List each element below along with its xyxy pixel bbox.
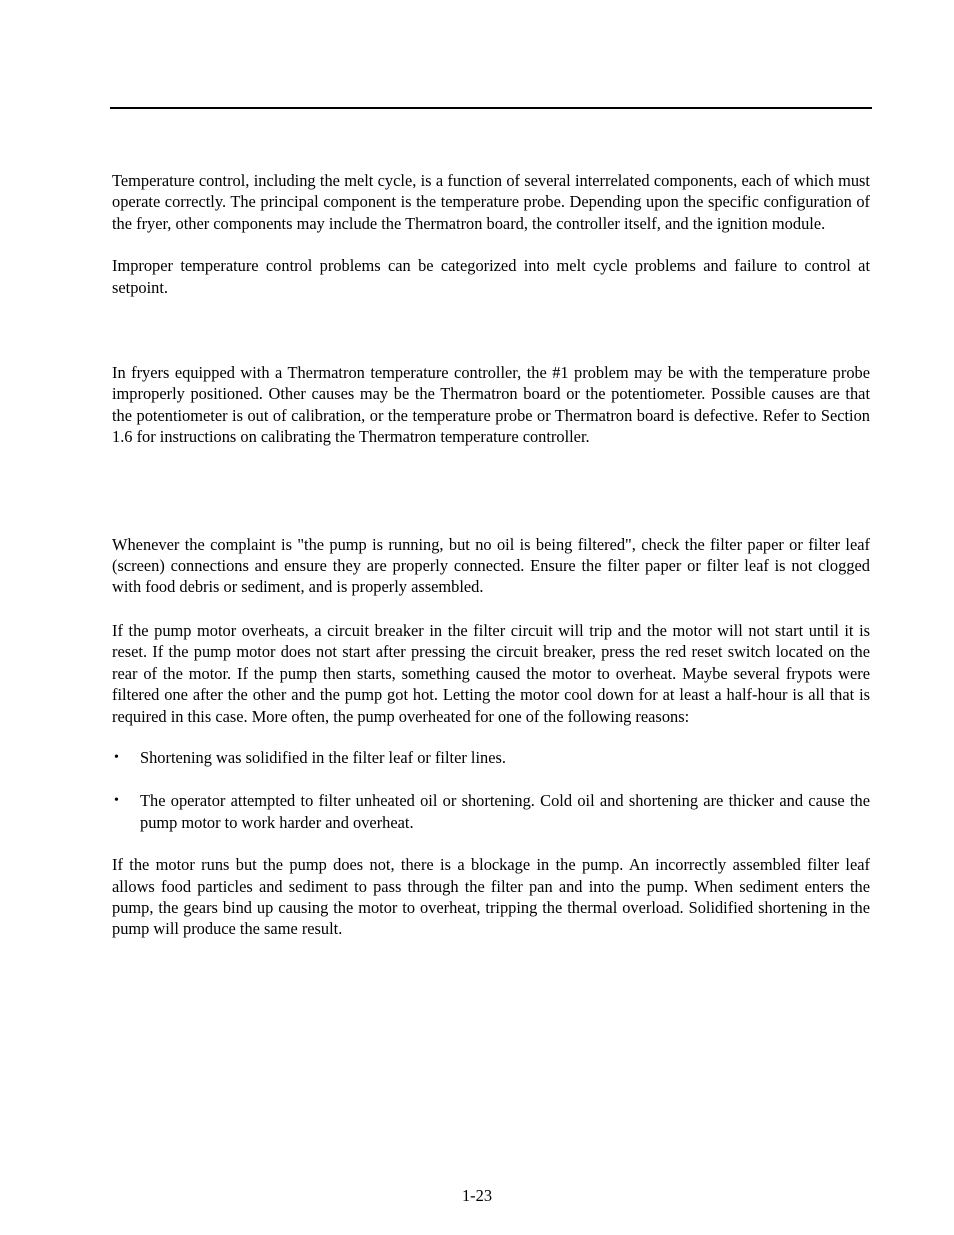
- paragraph-improper-control: Improper temperature control problems can be categorized into melt cycle problems and failure to control at setpoint.: [112, 256, 870, 297]
- paragraph-motor-runs: If the motor runs but the pump does not, there is a blockage in the pump. An incorrectly assembled filter leaf allows food particles and sediment to pass through the filter pan and into the pump. When sediment enters the pump, the gears bind up causing the motor to overheat, tripping the thermal overload. Solidified shortening in the pump will produce the same result.: [112, 855, 870, 939]
- list-item-text: The operator attempted to filter unheated oil or shortening. Cold oil and shortening are thicker and cause the pump motor to work harder and overheat.: [140, 791, 870, 832]
- page-number: 1-23: [461, 1186, 493, 1205]
- paragraph-thermatron: In fryers equipped with a Thermatron temperature controller, the #1 problem may be with the temperature probe improperly positioned. Other causes may be the Thermatron board or the potentiometer. Possible causes are that the potentiometer is out of calibration, or the temperature probe or Thermatron board is defective. Refer to Section 1.6 for instructions on calibrating the Thermatron temperature controller.: [112, 363, 870, 447]
- paragraph-pump-running: Whenever the complaint is "the pump is running, but no oil is being filtered", check the filter paper or filter leaf (screen) connections and ensure they are properly connected. Ensure the filter paper or filter leaf is not clogged with food debris or sediment, and is properly assembled.: [112, 534, 870, 597]
- overheat-reasons-list: [112, 747, 870, 833]
- header-rule: [110, 107, 872, 109]
- paragraph-pump-overheats: If the pump motor overheats, a circuit breaker in the filter circuit will trip and the motor will not start until it is reset. If the pump motor does not start after pressing the circuit breaker, press the red reset switch located on the rear of the motor. If the pump then starts, something caused the motor to overheat. Maybe several frypots were filtered one after the other and the pump got hot. Letting the motor cool down for at least a half-hour is all that is required in this case. More often, the pump overheated for one of the following reasons:: [112, 620, 870, 726]
- list-item: [112, 747, 870, 768]
- list-item-text: Shortening was solidified in the filter leaf or filter lines.: [140, 747, 506, 767]
- body-content: [112, 170, 870, 940]
- paragraph-temperature-control: Temperature control, including the melt cycle, is a function of several interrelated components, each of which must operate correctly. The principal component is the temperature probe. Depending upon the specific configuration of the fryer, other components may include the Thermatron board, the controller itself, and the ignition module.: [112, 171, 870, 233]
- bullet-icon: •: [114, 793, 119, 809]
- bullet-icon: •: [114, 749, 119, 765]
- list-item: [112, 790, 870, 833]
